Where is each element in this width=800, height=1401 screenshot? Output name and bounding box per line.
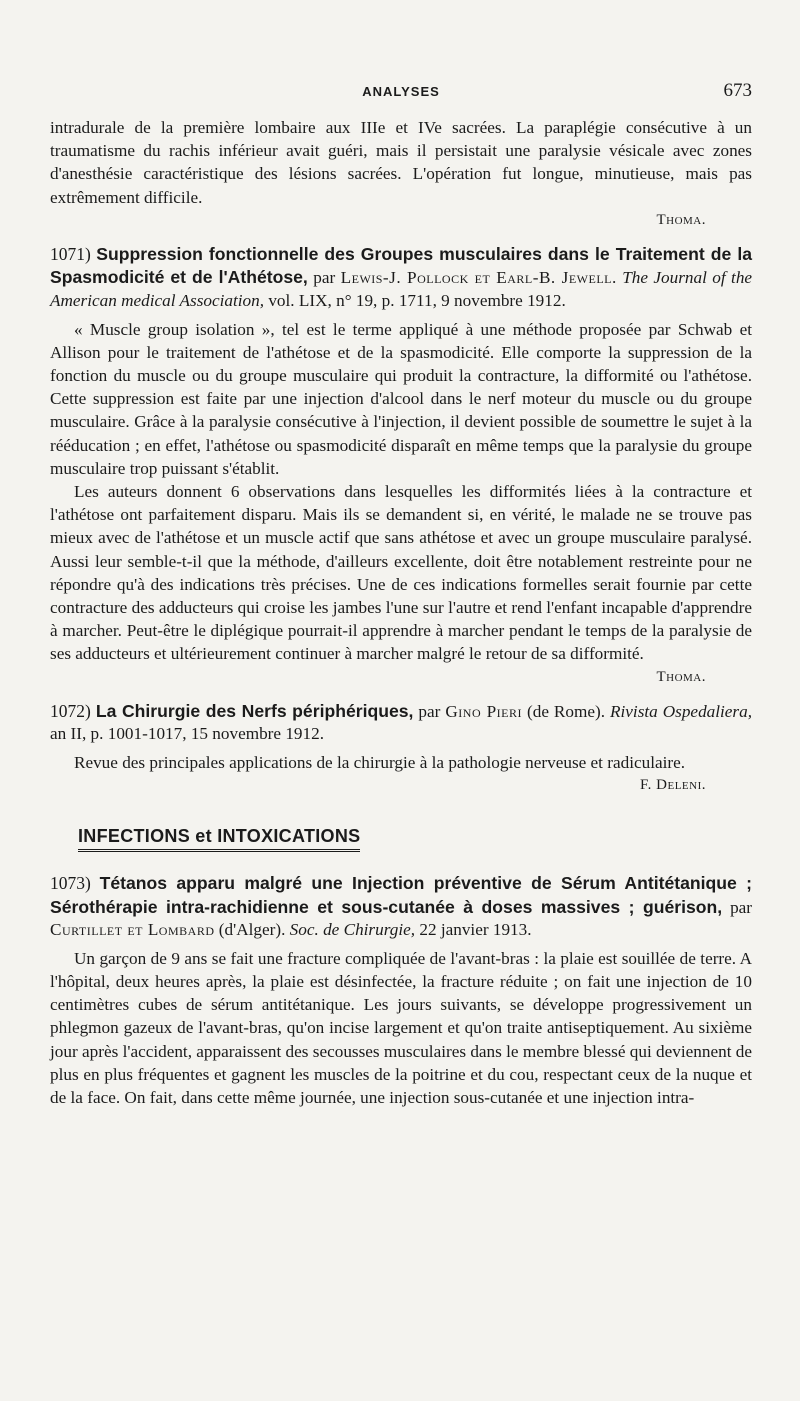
entry-citation: 22 janvier 1913. [419,920,532,940]
entry-1071-signature: Thoma. [656,668,706,685]
entry-1073-header [50,872,752,942]
par-word: par [730,897,753,917]
par-word: par [313,268,336,288]
entry-authors: Curtillet et Lombard [50,920,215,940]
entry-number: 1071) [50,243,91,264]
running-header [50,80,752,116]
entry-title: Suppression fonctionnelle des Groupes musculaires dans le Traitement de la Spasmodicité et de l'Athétose, [50,243,752,288]
entry-authors: Lewis-J. Pollock et Earl-B. Jewell. [340,268,617,288]
entry-1072 [50,700,752,796]
intro-paragraph: intradurale de la première lombaire aux IIIe et IVe sacrées. La paraplégie consécutive à un traumatisme du rachis inférieur avait guéri, mais il persistait une paralysie vésicale avec zones d'anesthésie caractéristique des lésions sacrées. L'opération fut longue, minutieuse, mais pas extrêmement difficile. [50,118,752,207]
entry-1071-paragraph-1: « Muscle group isolation », tel est le terme appliqué à une méthode proposée par Schwab et Allison pour le traitement de l'athétose et de la spasmodicité. Elle comporte la suppression de la fonction du muscle ou du groupe musculaire qui produit la contracture, la difformité ou l'athétose. Cette suppression est faite par une injection d'alcool dans le nerf moteur du muscle ou du groupe musculaire. Grâce à la paralysie consécutive à l'injection, il devient possible de soumettre le sujet à la rééducation ; en effet, l'athétose ou spasmodicité disparaît en même temps que la paralysie du groupe musculaire trop puissant s'établit. [50,319,752,478]
entry-1072-header [50,700,752,746]
entry-1073 [50,872,752,1109]
entry-citation: vol. LIX, n° 19, p. 1711, 9 novembre 1912. [268,291,566,310]
entry-1072-paragraph-1: Revue des principales applications de la chirurgie à la pathologie nerveuse et radiculaire. F. Deleni. [50,751,752,774]
par-word: par [418,701,441,721]
entry-number: 1073) [50,873,91,894]
entry-affiliation: (de Rome). [527,701,606,721]
entry-title: Tétanos apparu malgré une Injection préventive de Sérum Antitétanique ; Sérothérapie intra-rachidienne et sous-cutanée à doses massives ; guérison, [50,873,753,917]
entry-journal: Soc. de Chirurgie, [289,920,416,940]
entry-journal: The Journal of the American medical Association, [50,268,753,310]
entry-title: La Chirurgie des Nerfs périphériques, [95,700,414,721]
section-heading-wrap [50,796,752,872]
entry-affiliation: (d'Alger). [218,920,286,940]
entry-1071-header [50,243,752,313]
page-number: 673 [723,80,752,101]
entry-1071-paragraph-2: Les auteurs donnent 6 observations dans lesquelles les difformités liées à la contracture et l'athétose ont parfaitement disparu. Mais ils se demandent si, en vérité, le malade ne se trouve pas mieux avec de l'athétose et un muscle actif que sans athétose et avec un groupe musculaire paralysé. Aussi leur semble-t-il que la méthode, d'ailleurs excellente, doit être notablement restreinte pour ne répondre qu'à des indications très précises. Une de ces indications formelles serait fournie par cette contracture des adducteurs qui croise les jambes l'une sur l'autre et rend l'enfant incapable d'apprendre à marcher. Peut-être le diplégique pourrait-il apprendre à marcher pendant le temps de la paralysie de ses adducteurs et ultérieurement continuer à marcher malgré le retour de sa difformité. Thoma. [50,480,752,666]
intro-signature: Thoma. [656,211,706,228]
entry-number: 1072) [50,700,91,721]
entry-authors: Gino Pieri [445,701,522,721]
section-heading: INFECTIONS et INTOXICATIONS [78,826,360,852]
entry-journal: Rivista Ospedaliera, [610,701,753,721]
entry-1072-signature: F. Deleni. [640,777,706,794]
running-title: ANALYSES [362,84,440,99]
entry-1073-paragraph-1: Un garçon de 9 ans se fait une fracture compliquée de l'avant-bras : la plaie est souillée de terre. A l'hôpital, deux heures après, la plaie est désinfectée, la fracture réduite ; on fait une injection de 10 centimètres cubes de sérum antitétanique. Les jours suivants, se développe progressivement un phlegmon gazeux de l'avant-bras, qu'on incise largement et qu'on traite antiseptiquement. Au sixième jour après l'accident, apparaissent des secousses musculaires dans le membre blessé qui deviennent de plus en plus fréquentes et gagnent les muscles de la poitrine et du cou, respectant ceux de la nuque et de la face. On fait, dans cette même journée, une injection sous-cutanée et une injection intra- [50,948,752,1108]
entry-1071 [50,243,752,688]
entry-citation: an II, p. 1001-1017, 15 novembre 1912. [50,724,324,744]
